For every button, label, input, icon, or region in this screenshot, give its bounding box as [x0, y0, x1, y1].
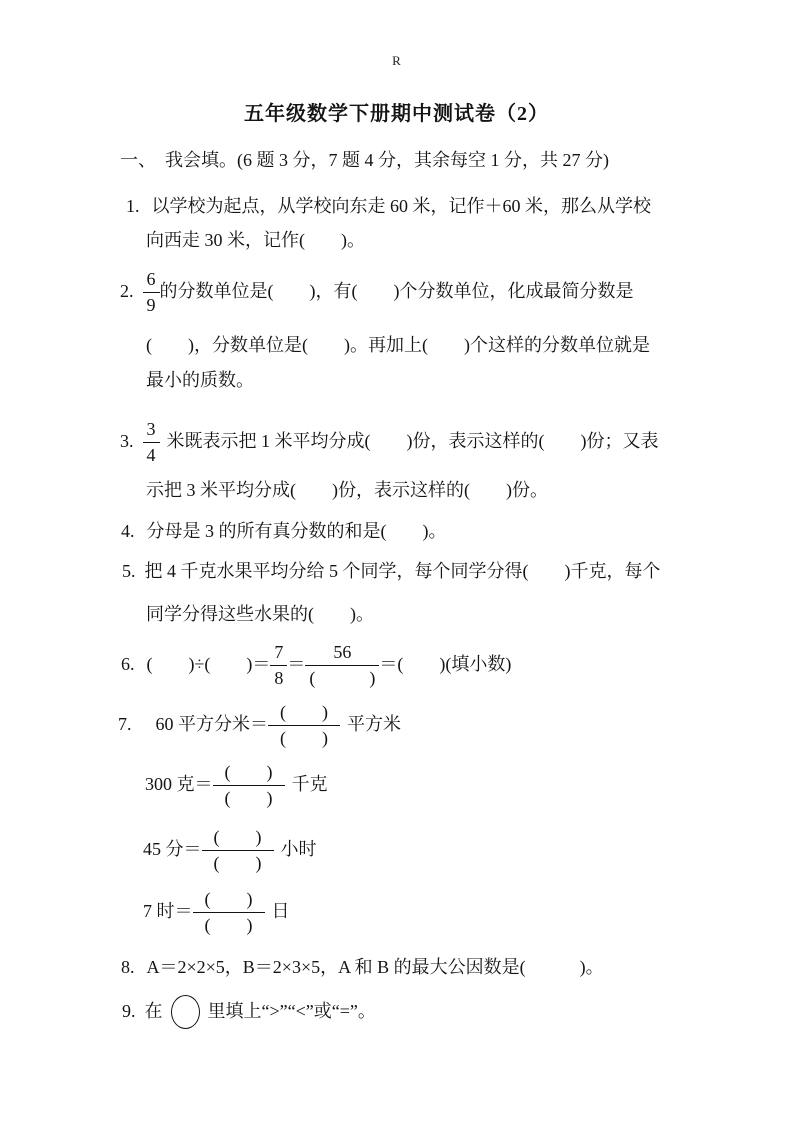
blank-fraction-1-numerator: ( ): [268, 701, 340, 726]
question-4-line-1: [121, 519, 447, 544]
question-7-number: 7.: [118, 714, 132, 735]
question-7-unit-4: 日: [271, 901, 290, 922]
question-7-unit-3: 小时: [280, 839, 317, 860]
fraction-3-4: [143, 418, 160, 466]
question-3-number: 3.: [120, 431, 134, 452]
fraction-56-denominator: ( ): [309, 667, 376, 688]
question-4-number: 4.: [121, 521, 135, 541]
question-6-line-1: [121, 641, 511, 689]
question-2-number: 2.: [120, 281, 134, 302]
question-6-pre: ( )÷( )＝: [146, 654, 271, 675]
fraction-56-numerator: 56: [305, 641, 379, 666]
question-9-line-1: [122, 995, 376, 1029]
question-1-text-1: 以学校为起点，从学校向东走 60 米，记作＋60 米，那么从学校: [151, 196, 651, 216]
question-8-number: 8.: [121, 957, 135, 977]
question-7-line-2: [145, 761, 328, 809]
question-8-text-1: A＝2×2×5，B＝2×3×5，A 和 B 的最大公因数是( )。: [146, 957, 604, 977]
question-5-number: 5.: [122, 561, 136, 581]
fraction-56-blank: [305, 641, 379, 689]
question-7-pre-2: 300 克＝: [145, 774, 213, 795]
blank-fraction-3-numerator: ( ): [202, 826, 274, 851]
fraction-7-8-numerator: 7: [270, 641, 287, 666]
blank-fraction-3: [202, 826, 274, 874]
header-mark-text: R: [392, 53, 401, 68]
question-6-post: ＝( )(填小数): [379, 654, 512, 675]
question-2-line-2: [146, 333, 650, 358]
fraction-6-9-numerator: 6: [143, 268, 160, 293]
question-2-line-3: [146, 368, 254, 393]
blank-fraction-4-numerator: ( ): [193, 888, 265, 913]
fraction-3-4-denominator: 4: [146, 444, 156, 465]
question-2-text-1: 的分数单位是( )，有( )个分数单位，化成最简分数是: [159, 281, 634, 302]
fraction-6-9: [143, 268, 160, 316]
page-title: 五年级数学下册期中测试卷（2）: [244, 103, 549, 125]
blank-fraction-4-denominator: ( ): [204, 914, 253, 935]
question-7-pre-3: 45 分＝: [143, 839, 202, 860]
fraction-7-8-denominator: 8: [274, 667, 284, 688]
question-2-text-2: ( )，分数单位是( )。再加上( )个这样的分数单位就是: [146, 335, 650, 355]
question-3-line-2: [146, 478, 548, 503]
fraction-7-8: [270, 641, 287, 689]
question-7-unit-2: 千克: [291, 774, 328, 795]
question-1-line-2: [146, 228, 365, 253]
question-7-unit-1: 平方米: [347, 714, 401, 735]
question-4-text-1: 分母是 3 的所有真分数的和是( )。: [146, 521, 447, 541]
fraction-6-9-denominator: 9: [146, 294, 156, 315]
question-1-line-1: [126, 194, 651, 219]
question-7-line-3: [143, 826, 317, 874]
question-3-text-1: 米既表示把 1 米平均分成( )份，表示这样的( )份；又表: [166, 431, 659, 452]
question-3-line-1: [120, 418, 658, 466]
blank-fraction-1: [268, 701, 340, 749]
question-7-pre-1: 60 平方分米＝: [155, 714, 268, 735]
blank-fraction-3-denominator: ( ): [213, 852, 262, 873]
question-8-line-1: [121, 955, 604, 980]
blank-fraction-2: [213, 761, 285, 809]
blank-fraction-2-numerator: ( ): [213, 761, 285, 786]
question-1-number: 1.: [126, 196, 140, 216]
section-heading-row: [120, 148, 609, 173]
page-header-mark: [0, 52, 793, 70]
blank-fraction-1-denominator: ( ): [280, 727, 328, 748]
question-5-text-1: 把 4 千克水果平均分给 5 个同学，每个同学分得( )千克，每个: [144, 561, 661, 581]
blank-fraction-4: [193, 888, 265, 936]
section-heading: 一、 我会填。(6 题 3 分，7 题 4 分，其余每空 1 分，共 27 分): [120, 150, 609, 170]
page-title-row: [0, 100, 793, 128]
question-7-pre-4: 7 时＝: [143, 901, 193, 922]
question-2-text-3: 最小的质数。: [146, 370, 254, 390]
question-7-line-4: [143, 888, 290, 936]
comparison-circle: [171, 995, 200, 1029]
question-9-number: 9.: [122, 1001, 136, 1022]
blank-fraction-2-denominator: ( ): [224, 787, 273, 808]
question-6-number: 6.: [121, 654, 135, 675]
question-9-post: 里填上“>”“<”或“=”。: [207, 1001, 376, 1022]
question-1-text-2: 向西走 30 米，记作( )。: [146, 230, 365, 250]
question-2-line-1: [120, 268, 633, 316]
question-5-line-2: [146, 602, 374, 627]
question-5-line-1: [122, 559, 661, 584]
fraction-3-4-numerator: 3: [143, 418, 160, 443]
question-3-text-2: 示把 3 米平均分成( )份，表示这样的( )份。: [146, 480, 548, 500]
question-5-text-2: 同学分得这些水果的( )。: [146, 604, 374, 624]
question-7-line-1: [118, 701, 401, 749]
question-6-equals: ＝: [287, 654, 306, 675]
question-9-pre: 在: [144, 1001, 163, 1022]
